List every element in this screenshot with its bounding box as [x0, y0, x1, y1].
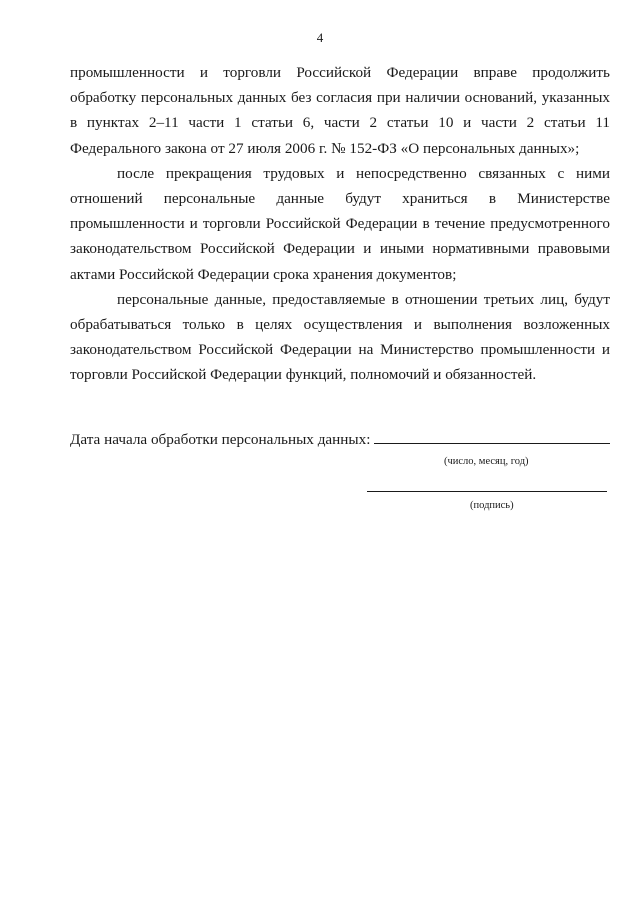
date-label: Дата начала обработки персональных данных: — [70, 431, 371, 448]
signature-caption: (подпись) — [470, 500, 514, 511]
paragraph-storage: после прекращения трудовых и непосредственно связанных с ними отношений персональные данные будут храниться в Министерстве промышленности и торговли Российской Федерации в течение предусмотренного законодательством Российской Федерации и иными нормативными правовыми актами Российской Федерации срока хранения документов; — [70, 164, 610, 283]
signature-blank-field[interactable] — [367, 491, 607, 492]
date-blank-field[interactable] — [374, 428, 610, 444]
body-text — [70, 60, 610, 388]
paragraph-continuation: промышленности и торговли Российской Федерации вправе продолжить обработку персональных данных без согласия при наличии оснований, указанных в пунктах 2–11 части 1 статьи 6, части 2 статьи 10 и части 2 статьи 11 Федерального закона от 27 июля 2006 г. № 152-ФЗ «О персональных данных»; — [70, 64, 610, 157]
paragraph-third-parties: персональные данные, предоставляемые в отношении третьих лиц, будут обрабатываться только в целях осуществления и выполнения возложенных законодательством Российской Федерации на Министерство промышленности и торговли Российской Федерации функций, полномочий и обязанностей. — [70, 290, 610, 384]
page-number: 4 — [316, 30, 324, 45]
processing-start-date-line — [70, 428, 610, 451]
date-caption: (число, месяц, год) — [444, 456, 529, 467]
